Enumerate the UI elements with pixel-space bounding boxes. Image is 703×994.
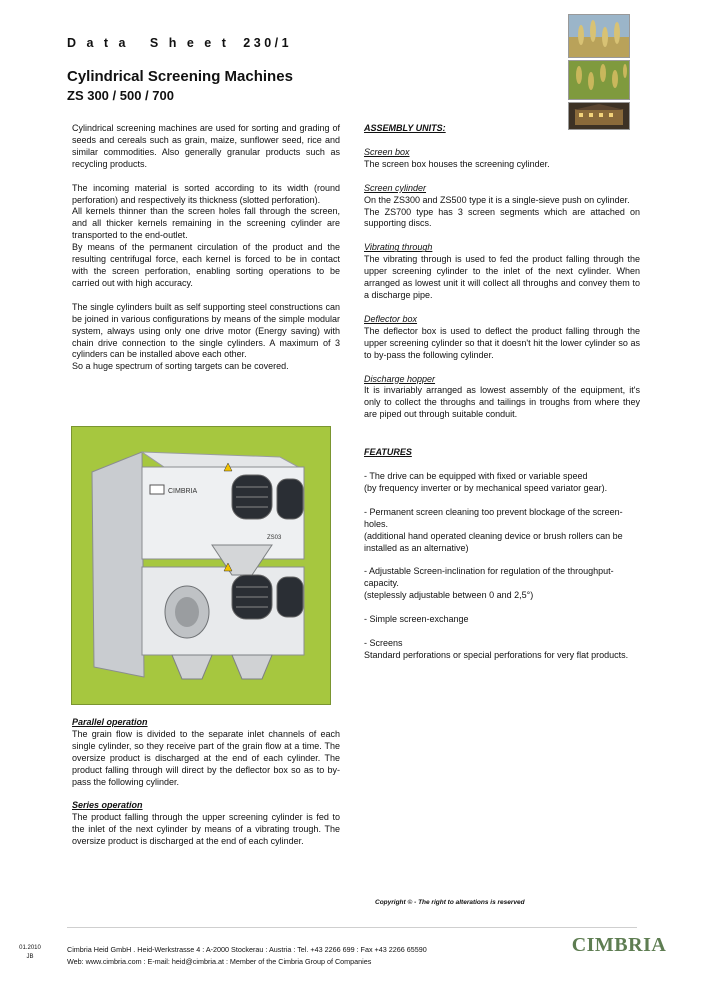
machine-photo — [71, 426, 331, 705]
revision-initials: JB — [26, 954, 34, 960]
intro-paragraph: Cylindrical screening machines are used for sorting and grading of seeds and cereals such as grain, maize, sunflower seed, rice and similar commodities. Also generally granular products such as recycling products. — [72, 123, 340, 169]
feature-item: - Screens — [364, 638, 403, 649]
copyright-notice: Copyright © - The right to alterations is reserved — [375, 899, 525, 906]
cimbria-logo — [571, 922, 667, 964]
feature-item: Standard perforations or special perforations for very flat products. — [364, 650, 629, 660]
unit-heading: Screen cylinder — [364, 182, 427, 193]
series-operation-heading: Series operation — [72, 800, 143, 811]
unit-text: The ZS700 type has 3 screen segments which are attached on supporting discs. — [364, 206, 640, 229]
feature-item: - The drive can be equipped with fixed or variable speed — [364, 471, 588, 482]
intro-paragraph: So a huge spectrum of sorting targets can be covered. — [72, 361, 289, 372]
grain-field-photo — [568, 60, 630, 100]
wheat-photo — [568, 14, 630, 58]
intro-paragraph: All kernels thinner than the screen holes fall through the screen, and all thicker kernels remaining in the screening cylinder are transported to the end-outlet. — [72, 206, 340, 241]
intro-paragraph: The incoming material is sorted according to its width (round perforation) and respectively its thickness (slotted perforation). — [72, 182, 340, 205]
series-operation-text: The product falling through the upper screening cylinder is fed to the inlet of the next cylinder by means of a vibrating trough. The oversize product is discharged at the end of each cylinder. — [72, 812, 340, 847]
unit-heading: Discharge hopper — [364, 373, 436, 384]
feature-item: (steplessly adjustable between 0 and 2,5°) — [364, 590, 534, 601]
footer-divider — [67, 927, 637, 928]
unit-text: On the ZS300 and ZS500 type it is a single-sieve push on cylinder. — [364, 194, 630, 205]
logo-text: CIMBRIA — [571, 934, 667, 956]
unit-text: The deflector box is used to deflect the product falling through the upper screening cylinder so that it doesn't hit the lower cylinder so as to by-pass the following cylinder. — [364, 325, 640, 360]
unit-heading: Screen box — [364, 146, 410, 157]
assembly-units-heading: ASSEMBLY UNITS: — [364, 123, 446, 133]
page-subtitle: ZS 300 / 500 / 700 — [67, 88, 174, 103]
operations-section — [72, 717, 340, 848]
feature-item: (additional hand operated cleaning device or brush rollers can be installed as an alternative) — [364, 530, 623, 553]
assembly-and-features — [364, 123, 640, 662]
feature-item: - Adjustable Screen-inclination for regulation of the throughput-capacity. — [364, 566, 614, 589]
unit-heading: Deflector box — [364, 313, 418, 324]
unit-text: It is invariably arranged as lowest assembly of the equipment, it's only to collect the throughs and tailings in troughs from where they are piped out through suitable conduit. — [364, 385, 640, 420]
machine-badge: CIMBRIA — [168, 488, 198, 495]
revision-date: 01.2010 — [19, 945, 41, 951]
parallel-operation-text: The grain flow is divided to the separate inlet channels of each single cylinder, so they receive part of the grain flow at a time. The oversize product is discharged at the end of each cylinder. The product falling through will direct by the deflector box so as to by-pass the following cylinder. — [72, 728, 340, 787]
feature-item: - Permanent screen cleaning too prevent blockage of the screen-holes. — [364, 506, 623, 529]
unit-heading: Vibrating through — [364, 242, 433, 253]
feature-item: - Simple screen-exchange — [364, 614, 469, 625]
company-web-email: Web: www.cimbria.com : E-mail: heid@cimbria.at : Member of the Cimbria Group of Companies — [67, 957, 372, 966]
intro-paragraph: The single cylinders built as self supporting steel constructions can be joined in various configurations by means of the simple modular system, always using only one drive motor (Energy saving) with chain drive connection to the single cylinders. A maximum of 3 cylinders can be installed above each other. — [72, 301, 340, 360]
page-title: Cylindrical Screening Machines — [67, 68, 293, 85]
data-sheet-number: D a t a S h e e t 230/1 — [67, 36, 293, 50]
features-heading: FEATURES — [364, 447, 412, 458]
unit-text: The vibrating through is used to fed the product falling through the upper screening cylinder to the inlet of the next cylinder. When arranged as lowest unit it will collect all throughs and convey them to a discharge pipe. — [364, 254, 640, 300]
header-photo-strip — [568, 14, 630, 132]
parallel-operation-heading: Parallel operation — [72, 717, 148, 727]
company-address: Cimbria Heid GmbH . Heid-Werkstrasse 4 : A-2000 Stockerau : Austria : Tel. +43 2266 699 : Fax +43 2266 65590 — [67, 945, 427, 954]
revision-code — [19, 944, 41, 962]
screening-machine-illustration — [72, 427, 330, 704]
intro-section — [72, 123, 340, 373]
machine-plate: ZS03 — [267, 535, 282, 541]
unit-text: The screen box houses the screening cylinder. — [364, 158, 550, 169]
feature-item: (by frequency inverter or by mechanical speed variator gear). — [364, 482, 608, 493]
intro-paragraph: By means of the permanent circulation of the product and the resulting centrifugal force, each kernel is forced to be in contact with the screen perforation, enabling sorting operations to be carried out with high accuracy. — [72, 242, 340, 288]
